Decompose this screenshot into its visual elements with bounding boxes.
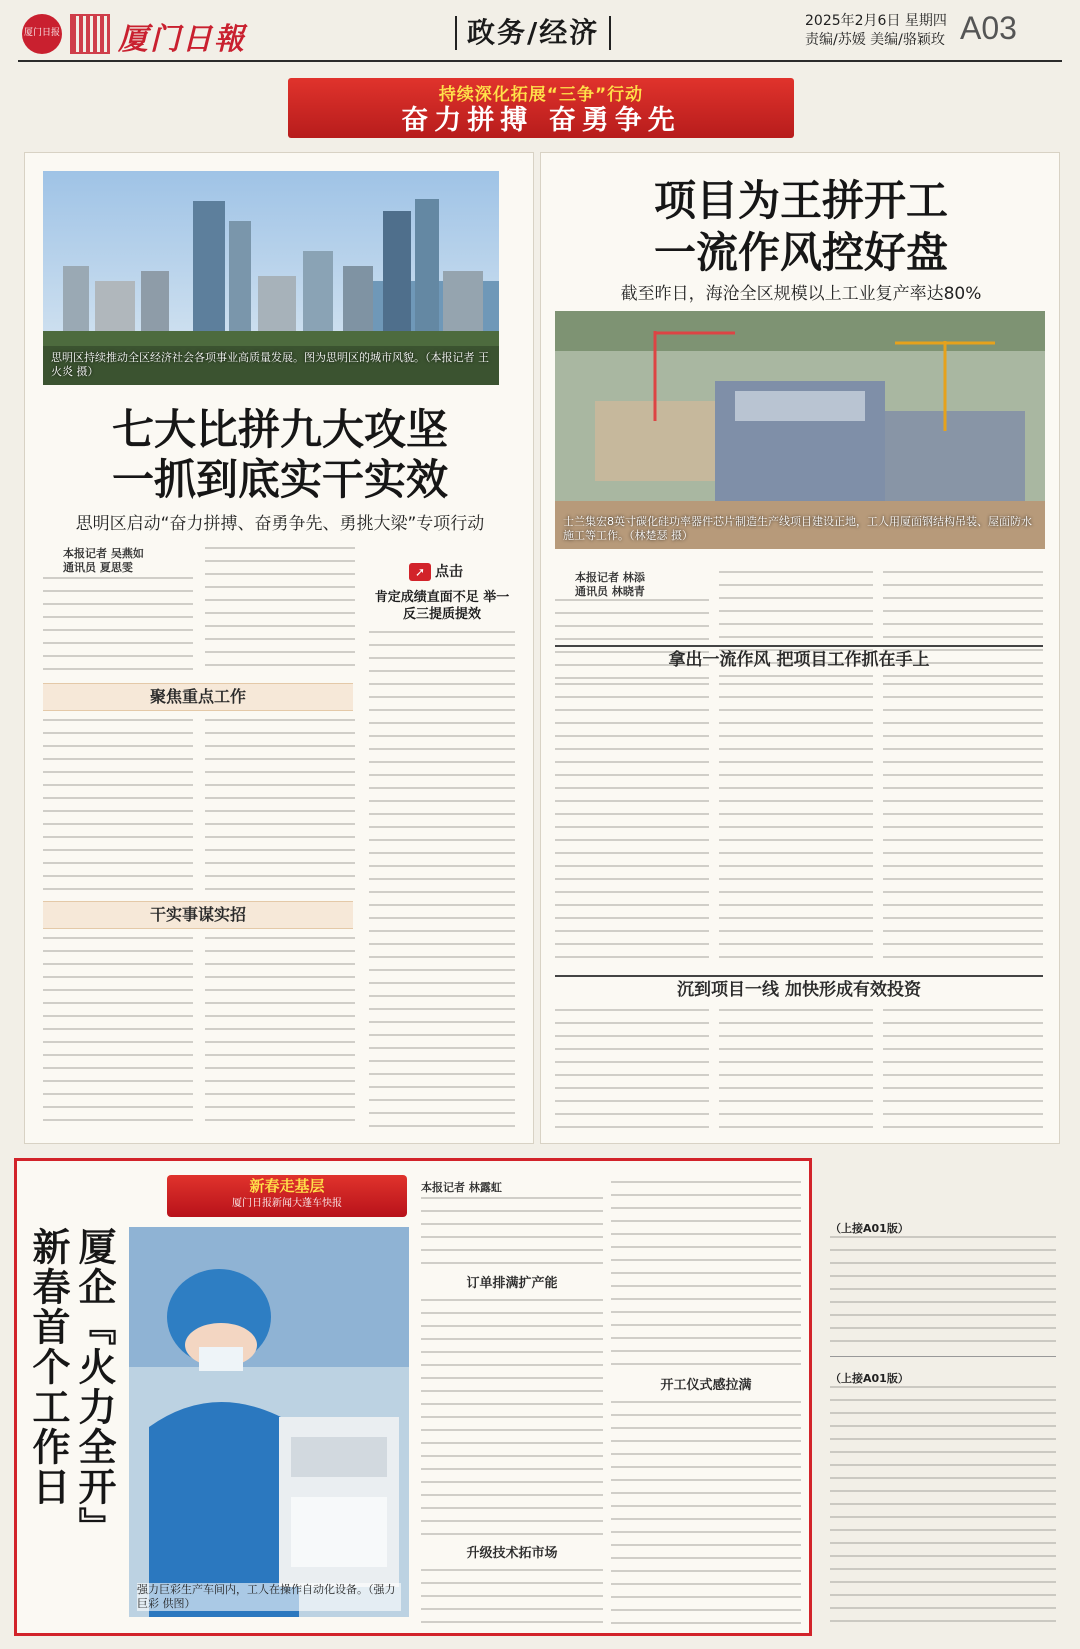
issue-date-block	[805, 12, 947, 50]
right-subhead: 截至昨日，海沧全区规模以上工业复产率达80%	[620, 284, 982, 304]
body-text	[830, 1236, 1056, 1344]
bottom-headline-2: 新春首个工作日	[26, 1227, 71, 1507]
photo-caption: 强力巨彩生产车间内，工人在操作自动化设备。（强力巨彩 供图）	[137, 1583, 401, 1611]
bottom-section-1: 订单排满扩产能	[466, 1276, 558, 1291]
body-text	[830, 1386, 1056, 1622]
masthead	[0, 0, 1080, 68]
left-headline-line2: 一抓到底实干实效	[111, 455, 448, 504]
new-year-banner-subtitle: 厦门日报新闻大蓬车快报	[232, 1198, 342, 1209]
comment-label-text: 点击	[435, 564, 463, 580]
body-text	[43, 937, 193, 1127]
photo-caption: 士兰集宏8英寸碳化硅功率器件芯片制造生产线项目建设正地，工人用厦面钢结构吊装、屋面防水施工等工作。（林楚瑟 摄）	[563, 515, 1032, 542]
right-byline-correspondent: 通讯员 林晓青	[575, 585, 645, 598]
right-byline-reporter: 本报记者 林添	[575, 571, 645, 584]
body-text	[719, 683, 873, 967]
newspaper-title: 厦门日報	[118, 22, 246, 57]
issue-date: 2025年2月6日 星期四	[805, 13, 947, 29]
right-story-panel	[540, 152, 1060, 1144]
newspaper-logo: 厦门日报	[22, 14, 62, 54]
right-headline-line2: 一流作风控好盘	[653, 228, 948, 277]
masthead-rule	[18, 60, 1062, 62]
left-section-2: 干实事谋实招	[43, 901, 353, 929]
right-headline-line1: 项目为王拼开工	[653, 176, 948, 225]
construction-site-image	[555, 311, 1045, 549]
bottom-section-2: 升级技术拓市场	[466, 1546, 558, 1561]
body-text	[611, 1181, 801, 1367]
qr-code-icon	[70, 14, 110, 54]
new-year-banner	[167, 1175, 407, 1217]
left-byline-reporter: 本报记者 吴燕如	[63, 547, 144, 560]
comment-title: 肯定成绩直面不足 举一反三提质提效	[374, 590, 510, 622]
body-text	[205, 547, 355, 677]
campaign-banner	[288, 78, 794, 138]
right-headline	[551, 175, 1051, 279]
page-number: A03	[960, 10, 1017, 46]
left-byline	[63, 547, 144, 575]
right-section-2: 沉到项目一线 加快形成有效投资	[555, 975, 1043, 1003]
city-skyline-photo	[43, 171, 499, 385]
body-text	[883, 683, 1043, 967]
new-year-banner-title: 新春走基层	[249, 1177, 325, 1195]
body-text	[555, 683, 709, 967]
body-text	[421, 1569, 603, 1625]
comment-body-text	[369, 631, 515, 1127]
body-text	[611, 1401, 801, 1625]
jump-sidebar	[822, 1158, 1062, 1636]
left-headline	[35, 405, 525, 505]
left-subhead: 思明区启动“奋力拼搏、奋勇争先、勇挑大梁”专项行动	[75, 514, 485, 534]
left-story-panel	[24, 152, 534, 1144]
factory-worker-photo	[129, 1227, 409, 1617]
continued-note-2: （上接A01版）	[830, 1372, 909, 1385]
body-text	[421, 1299, 603, 1537]
left-headline-line1: 七大比拼九大攻坚	[111, 405, 448, 454]
body-text	[205, 719, 355, 893]
body-text	[421, 1197, 603, 1267]
bottom-headline-1: 厦企『火力全开』	[72, 1227, 117, 1547]
bottom-story-panel	[14, 1158, 812, 1636]
continued-note-1: （上接A01版）	[830, 1222, 909, 1235]
banner-title: 奋力拼搏 奋勇争先	[401, 105, 681, 136]
banner-subtitle: 持续深化拓展“三争”行动	[438, 85, 644, 105]
body-text	[555, 1009, 709, 1131]
body-text	[205, 937, 355, 1127]
pointer-icon: ➚	[409, 563, 431, 581]
bottom-section-3: 开工仪式感拉满	[660, 1378, 752, 1393]
construction-site-photo	[555, 311, 1045, 549]
body-text	[719, 1009, 873, 1131]
right-byline	[575, 571, 645, 599]
right-section-1: 拿出一流作风 把项目工作抓在手上	[555, 645, 1043, 673]
editors: 责编/苏媛 美编/骆颖玫	[805, 32, 945, 48]
divider	[830, 1356, 1056, 1357]
body-text	[883, 1009, 1043, 1131]
body-text	[43, 577, 193, 677]
photo-caption: 思明区持续推动全区经济社会各项事业高质量发展。图为思明区的城市风貌。（本报记者 王火炎 摄）	[51, 351, 489, 378]
bottom-byline: 本报记者 林露虹	[421, 1181, 502, 1194]
comment-label	[409, 561, 463, 581]
body-text	[43, 719, 193, 893]
left-byline-correspondent: 通讯员 夏思雯	[63, 561, 133, 574]
left-section-1: 聚焦重点工作	[43, 683, 353, 711]
section-name: 政务/经济	[455, 16, 611, 50]
factory-worker-image	[129, 1227, 409, 1617]
